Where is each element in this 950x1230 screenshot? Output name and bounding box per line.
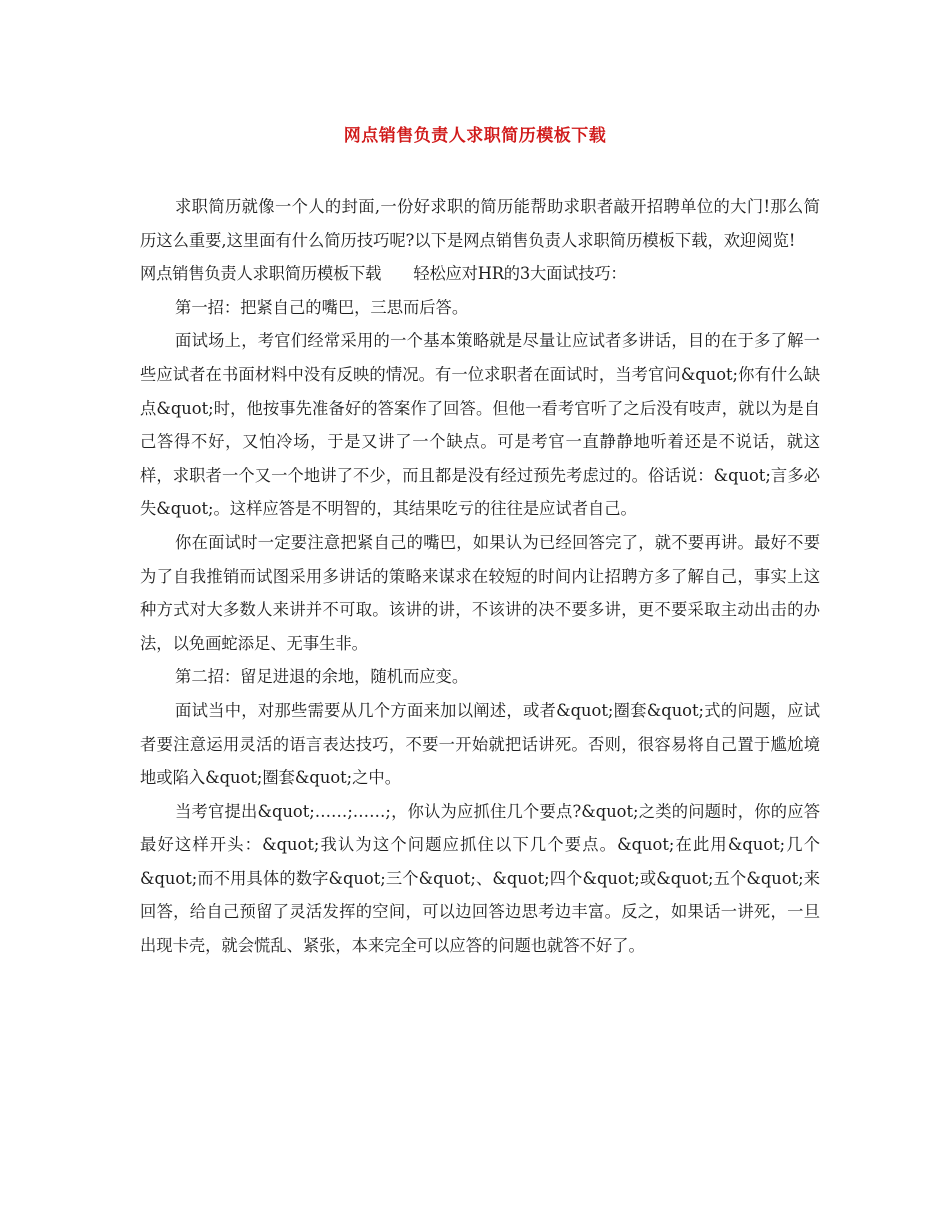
body-paragraph: 面试场上，考官们经常采用的一个基本策略就是尽量让应试者多讲话，目的在于多了解一些应试者在书面材料中没有反映的情况。有一位求职者在面试时，当考官问&quot;你有什么缺点&quot;时，他按事先准备好的答案作了回答。但他一看考官听了之后没有吱声，就以为是自己答得不好，又怕冷场，于是又讲了一个缺点。可是考官一直静静地听着还是不说话，就这样，求职者一个又一个地讲了不少，而且都是没有经过预先考虑过的。俗话说：&quot;言多必失&quot;。这样应答是不明智的，其结果吃亏的往往是应试者自己。 [140,331,820,519]
document-body [140,190,820,963]
document-title: 网点销售负责人求职简历模板下载 [343,126,607,146]
tip-one-heading: 第一招：把紧自己的嘴巴，三思而后答。 [175,297,469,317]
body-paragraph: 面试当中，对那些需要从几个方面来加以阐述，或者&quot;圈套&quot;式的问题，应试者要注意运用灵活的语言表达技巧，不要一开始就把话讲死。否则，很容易将自己置于尴尬境地或陷入&quot;圈套&quot;之中。 [140,700,820,788]
intro-paragraph: 求职简历就像一个人的封面,一份好求职的简历能帮助求职者敲开招聘单位的大门!那么简历这么重要,这里面有什么简历技巧呢?以下是网点销售负责人求职简历模板下载，欢迎阅览! [140,197,820,250]
body-paragraph: 你在面试时一定要注意把紧自己的嘴巴，如果认为已经回答完了，就不要再讲。最好不要为了自我推销而试图采用多讲话的策略来谋求在较短的时间内让招聘方多了解自己，事实上这种方式对大多数人来讲并不可取。该讲的讲，不该讲的决不要多讲，更不要采取主动出击的办法，以免画蛇添足、无事生非。 [140,532,820,653]
subheading-line: 网点销售负责人求职简历模板下载 轻松应对HR的3大面试技巧： [140,264,627,284]
body-paragraph: 当考官提出&quot;……;……;，你认为应抓住几个要点?&quot;之类的问题时，你的应答最好这样开头：&quot;我认为这个问题应抓住以下几个要点。&quot;在此用&quot;几个&quot;而不用具体的数字&quot;三个&quot;、&quot;四个&quot;或&quot;五个&quot;来回答，给自己预留了灵活发挥的空间，可以边回答边思考边丰富。反之，如果话一讲死，一旦出现卡壳，就会慌乱、紧张，本来完全可以应答的问题也就答不好了。 [140,801,820,956]
tip-two-heading: 第二招：留足进退的余地，随机而应变。 [175,667,469,687]
